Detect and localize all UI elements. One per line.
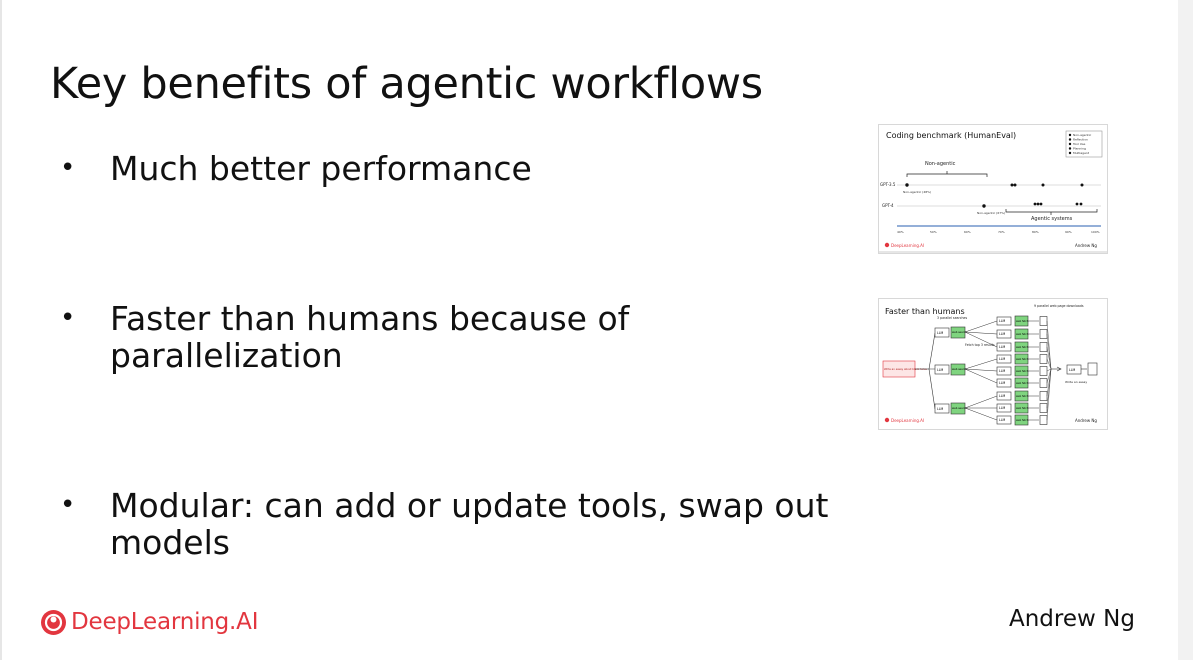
llm-label: LLM [937,368,944,372]
faster-title: Faster than humans [885,307,965,316]
document-icon [1040,416,1047,425]
window-edge [1178,0,1193,660]
document-icon [1040,392,1047,401]
bullet-dot: • [60,153,76,183]
branch-lines [929,333,935,409]
legend-entry: Multiagent [1073,151,1089,155]
document-icon [1040,317,1047,326]
agentic-point [1042,184,1045,187]
legend-entry: Reflection [1073,137,1088,142]
llm-label: LLM [999,369,1006,374]
write-essay-label: Write an essay [1065,380,1088,384]
web-fetch-label: web fetch [1016,395,1029,398]
bullet-dot: • [60,303,76,333]
web-fetch-label: web fetch [1016,320,1029,323]
x-tick-label: 50% [930,230,937,234]
thumb-logo-icon [885,418,889,422]
non-agentic-label: Non-agentic [925,161,956,167]
coding-benchmark-thumbnail [878,124,1108,254]
llm-label: LLM [937,407,944,411]
document-icon [1040,343,1047,352]
faster-than-humans-thumbnail [878,298,1108,430]
row-label: GPT-4 [882,203,894,208]
thumb-brand: DeepLearning.AI [891,418,925,423]
agentic-point [1011,184,1014,187]
coding-benchmark-figure [879,125,1107,253]
document-icon [1040,330,1047,339]
web-search-label: web search [952,331,967,334]
llm-label: LLM [999,357,1006,362]
gpt35-point-label: Non-agentic (48%) [903,190,932,194]
fetch-rows [997,316,1051,425]
llm-label: LLM [999,406,1006,411]
agentic-point [1076,203,1079,206]
bullet-text: Faster than humans because of parallelization [110,299,630,375]
thumb-author: Andrew Ng [1075,418,1097,423]
x-tick-label: 40% [897,230,904,234]
search-node [935,403,967,414]
document-icon [1040,379,1047,388]
web-fetch-label: web fetch [1016,358,1029,361]
search-node [935,364,967,375]
legend-marker [1069,134,1071,136]
agentic-point [1040,203,1043,206]
agentic-point [1034,203,1037,206]
llm-label: LLM [999,381,1006,386]
document-icon [1040,404,1047,413]
search-node [935,327,967,338]
llm-label: LLM [999,332,1006,337]
x-tick-label: 60% [964,230,971,234]
fanout-lines [965,321,997,420]
web-fetch-label: web fetch [1016,419,1029,422]
parallel-downloads-label: 9 parallel web page downloads [1034,304,1084,308]
bullet-dot: • [60,490,76,520]
web-fetch-label: web fetch [1016,407,1029,410]
legend-marker [1069,138,1071,140]
gpt4-point-label: Non-agentic (67%) [977,211,1006,215]
fetch-results-label: Fetch top 3 results [965,343,995,347]
row-label: GPT-3.5 [880,182,896,187]
slide-title: Key benefits of agentic workflows [50,58,763,109]
llm-label: LLM [937,331,944,335]
web-search-label: web search [952,407,967,410]
gpt35-point [905,183,908,186]
x-tick-label: 70% [998,230,1005,234]
gpt4-point [982,204,985,207]
prompt-text: Write an essay about black holes [884,368,927,371]
final-llm-label: LLM [1069,368,1076,372]
faster-than-humans-figure [879,299,1107,429]
agentic-point [1014,184,1017,187]
legend-marker [1069,143,1071,145]
essay-document-icon [1088,363,1097,375]
bullet-text: Modular: can add or update tools, swap out models [110,486,829,562]
bullet-text: Much better performance [110,149,532,188]
web-fetch-label: web fetch [1016,370,1029,373]
legend-entry: Non-agentic [1073,133,1092,137]
agentic-point [1080,203,1083,206]
agentic-point [1081,184,1084,187]
agentic-label: Agentic systems [1031,216,1073,222]
llm-label: LLM [999,394,1006,399]
thumb-brand: DeepLearning.AI [891,243,925,248]
author-name: Andrew Ng [1009,606,1135,632]
web-search-label: web search [952,368,967,371]
web-fetch-label: web fetch [1016,382,1029,385]
llm-label: LLM [999,319,1006,324]
legend-entry: Planning [1073,146,1086,151]
x-tick-label: 80% [1032,230,1039,234]
thumb-logo-icon [885,243,889,247]
web-fetch-label: web fetch [1016,346,1029,349]
coding-title: Coding benchmark (HumanEval) [886,131,1017,140]
llm-label: LLM [999,345,1006,350]
deeplearning-logo-icon [40,609,67,636]
document-icon [1040,355,1047,364]
agentic-bracket [1006,209,1097,215]
legend-marker [1069,147,1071,149]
merge-line [1047,321,1051,369]
footer-brand [40,606,258,638]
document-icon [1040,367,1047,376]
agentic-point [1037,203,1040,206]
parallel-searches-label: 3 parallel searches [937,316,968,320]
non-agentic-bracket [907,171,987,177]
brand-name: DeepLearning.AI [71,609,259,635]
x-tick-label: 100% [1091,230,1100,234]
x-tick-label: 90% [1065,230,1072,234]
legend-marker [1069,152,1071,154]
llm-label: LLM [999,418,1006,423]
thumb-author: Andrew Ng [1075,243,1097,248]
legend-entry: Tool Use [1073,142,1086,146]
web-fetch-label: web fetch [1016,333,1029,336]
